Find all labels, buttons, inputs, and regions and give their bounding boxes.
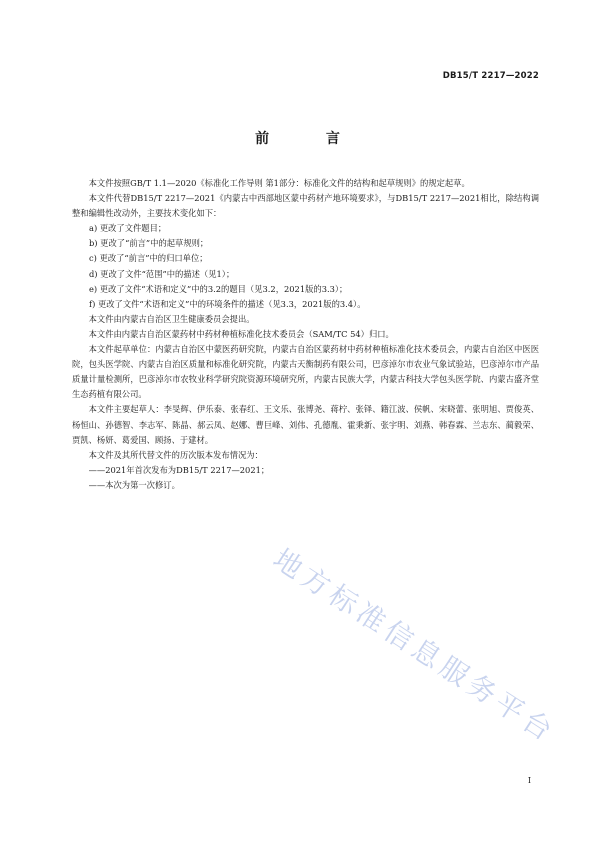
page-number: I (527, 776, 531, 785)
paragraph-drafters: 本文件主要起草人：李旻辉、伊乐泰、张春红、王文乐、张博尧、蒋柠、张铎、籍江波、侯帆、宋晓蕾、张明旭、贾俊英、杨恒山、孙德智、李志军、陈晶、郝云凤、赵娜、曹巨峰、刘伟、孔德胤、霍秉新、张宇明、刘燕、韩春霖、兰志东、蔺毅荣、贾凯、杨妍、葛爱国、顾扬、于建材。 (72, 404, 539, 445)
document-body (72, 176, 539, 493)
history-item: ——2021年首次发布为DB15/T 2217—2021； (88, 464, 270, 475)
paragraph-replacement: 本文件代替DB15/T 2217—2021《内蒙古中西部地区蒙中药材产地环境要求》，与DB15/T 2217—2021相比，除结构调整和编辑性改动外，主要技术变化如下： (72, 193, 539, 219)
change-item: b) 更改了“前言”中的起草规则； (89, 238, 209, 249)
paragraph-centralizer: 本文件由内蒙古自治区蒙药材中药材种植标准化技术委员会（SAM/TC 54）归口。 (88, 328, 394, 339)
paragraph-proposer: 本文件由内蒙古自治区卫生健康委员会提出。 (88, 313, 255, 324)
change-item: e) 更改了文件“术语和定义”中的3.2的题目（见3.2，2021版的3.3）； (89, 283, 348, 294)
history-item: ——本次为第一次修订。 (88, 479, 180, 490)
change-item: c) 更改了“前言”中的归口单位； (89, 253, 208, 264)
change-item: d) 更改了文件“范围”中的描述（见1）； (89, 268, 235, 279)
page-title: 前 言 (255, 131, 366, 147)
document-code: DB15/T 2217—2022 (442, 71, 539, 81)
paragraph-history-intro: 本文件及其所代替文件的历次版本发布情况为： (88, 449, 263, 460)
paragraph-drafting-units: 本文件起草单位：内蒙古自治区中蒙医药研究院，内蒙古自治区蒙药材中药材种植标准化技术委员会，内蒙古自治区中医医院，包头医学院、内蒙古自治区质量和标准化研究院，内蒙古天衡制药有限公司，巴彦淖尔市农业气象试验站，巴彦淖尔市产品质量计量检测所，巴彦淖尔市农牧业科学研究院资源环境研究所，内蒙古民族大学，内蒙古科技大学包头医学院、内蒙古盛齐堂生态药植有限公司。 (72, 344, 539, 400)
paragraph-drafting-basis: 本文件按照GB/T 1.1—2020《标准化工作导则 第1部分：标准化文件的结构和起草规则》的规定起草。 (88, 178, 470, 188)
change-item: f) 更改了文件“术语和定义”中的环境条件的描述（见3.3，2021版的3.4）。 (89, 298, 366, 309)
change-item: a) 更改了文件题目； (89, 223, 167, 234)
watermark: 地方标准信息服务平台 (267, 542, 563, 750)
